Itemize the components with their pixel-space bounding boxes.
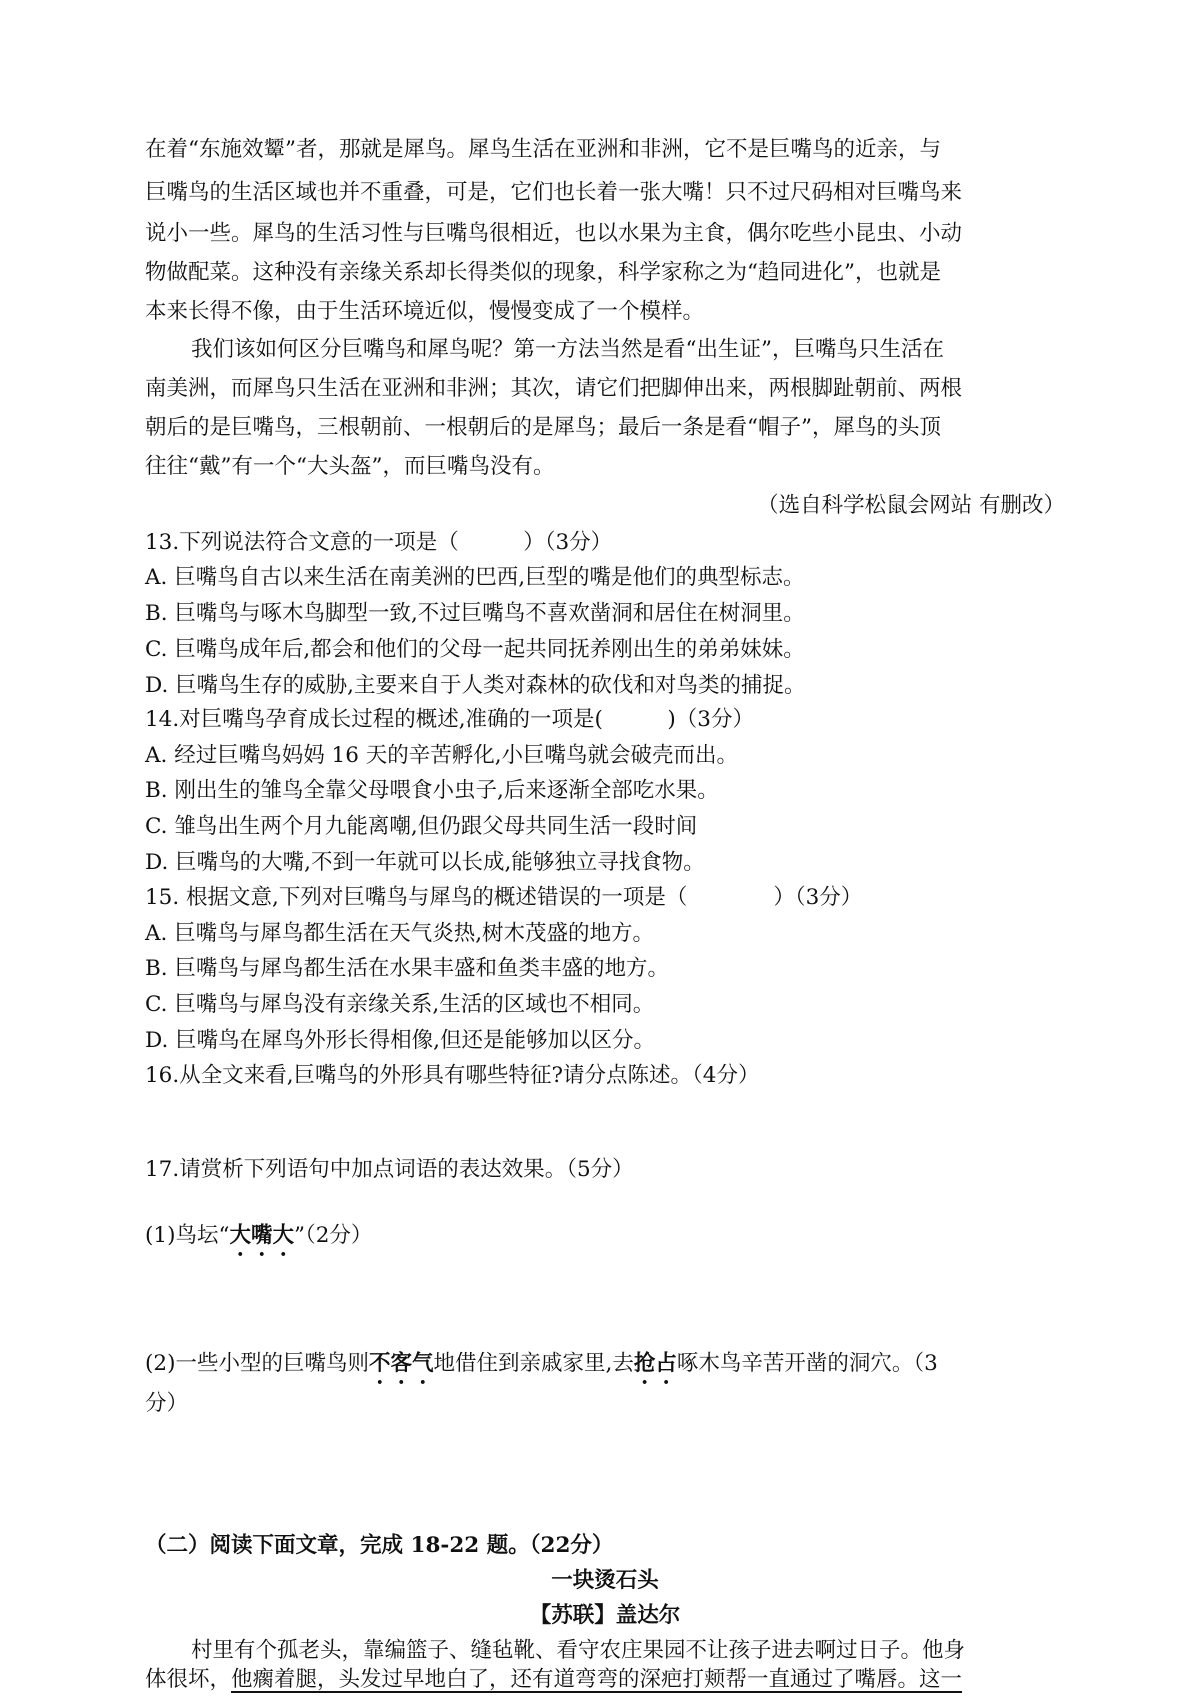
question-14-option-a: A. 经过巨嘴鸟妈妈 16 天的辛苦孵化,小巨嘴鸟就会破壳而出。 xyxy=(145,743,739,768)
sub2-prefix: (2)一些小型的巨嘴鸟则 xyxy=(145,1351,369,1376)
section-heading: （二）阅读下面文章，完成 18-22 题。（22分） xyxy=(145,1533,614,1558)
sub1-prefix: (1)鸟坛“ xyxy=(145,1223,230,1248)
question-17-sub1 xyxy=(145,1220,1065,1261)
article-paragraph-line xyxy=(145,1664,1065,1696)
question-17-sub2 xyxy=(145,1348,1065,1389)
question-13-stem: 13.下列说法符合文意的一项是（ ）（3分） xyxy=(145,530,613,555)
plain-text: 体很坏， xyxy=(145,1667,232,1692)
passage-line: 本来长得不像，由于生活环境近似，慢慢变成了一个模样。 xyxy=(145,299,705,324)
question-14-option-c: C. 雏鸟出生两个月九能离嘲,但仍跟父母共同生活一段时间 xyxy=(145,814,698,839)
question-15-option-b: B. 巨嘴鸟与犀鸟都生活在水果丰盛和鱼类丰盛的地方。 xyxy=(145,956,669,981)
question-14-stem: 14.对巨嘴鸟孕育成长过程的概述,准确的一项是( )（3分） xyxy=(145,707,754,732)
passage-line: 巨嘴鸟的生活区域也并不重叠，可是，它们也长着一张大嘴！只不过尺码相对巨嘴鸟来 xyxy=(145,180,963,205)
question-13-option-c: C. 巨嘴鸟成年后,都会和他们的父母一起共同抚养刚出生的弟弟妹妹。 xyxy=(145,637,805,662)
dotted-phrase: 不客气 xyxy=(368,1351,434,1376)
question-13-option-d: D. 巨嘴鸟生存的威胁,主要来自于人类对森林的砍伐和对鸟类的捕捉。 xyxy=(145,673,806,698)
question-13-option-a: A. 巨嘴鸟自古以来生活在南美洲的巴西,巨型的嘴是他们的典型标志。 xyxy=(145,565,805,590)
passage-line: 我们该如何区分巨嘴鸟和犀鸟呢？第一方法当然是看“出生证”，巨嘴鸟只生活在 xyxy=(191,337,944,362)
sub1-suffix: ”（2分） xyxy=(293,1223,373,1248)
passage-line: 说小一些。犀鸟的生活习性与巨嘴鸟很相近，也以水果为主食，偶尔吃些小昆虫、小动 xyxy=(145,221,963,246)
question-17-sub2-continued: 分） xyxy=(145,1391,189,1416)
passage-source: （选自科学松鼠会网站 有删改） xyxy=(757,493,1065,518)
sub2-suffix: 啄木鸟辛苦开凿的洞穴。（3 xyxy=(676,1351,938,1376)
question-15-option-d: D. 巨嘴鸟在犀鸟外形长得相像,但还是能够加以区分。 xyxy=(145,1028,655,1053)
question-15-option-a: A. 巨嘴鸟与犀鸟都生活在天气炎热,树木茂盛的地方。 xyxy=(145,921,655,946)
question-15-option-c: C. 巨嘴鸟与犀鸟没有亲缘关系,生活的区域也不相同。 xyxy=(145,992,655,1017)
question-15-stem: 15. 根据文意,下列对巨嘴鸟与犀鸟的概述错误的一项是（ ）（3分） xyxy=(145,885,863,910)
question-14-option-d: D. 巨嘴鸟的大嘴,不到一年就可以长成,能够独立寻找食物。 xyxy=(145,850,705,875)
question-17-stem: 17.请赏析下列语句中加点词语的表达效果。（5分） xyxy=(145,1157,634,1182)
dotted-phrase: 抢占 xyxy=(633,1351,677,1376)
article-author: 【苏联】盖达尔 xyxy=(529,1603,681,1628)
passage-line: 朝后的是巨嘴鸟，三根朝前、一根朝后的是犀鸟；最后一条是看“帽子”，犀鸟的头顶 xyxy=(145,415,941,440)
underlined-text: 他瘸着腿，头发过早地白了，还有道弯弯的深疤打颊帮一直通过了嘴唇。这一 xyxy=(231,1667,963,1692)
passage-line: 物做配菜。这种没有亲缘关系却长得类似的现象，科学家称之为“趋同进化”，也就是 xyxy=(145,260,941,285)
question-13-option-b: B. 巨嘴鸟与啄木鸟脚型一致,不过巨嘴鸟不喜欢凿洞和居住在树洞里。 xyxy=(145,601,805,626)
passage-line: 南美洲，而犀鸟只生活在亚洲和非洲；其次，请它们把脚伸出来，两根脚趾朝前、两根 xyxy=(145,376,963,401)
passage-line: 在着“东施效颦”者，那就是犀鸟。犀鸟生活在亚洲和非洲，它不是巨嘴鸟的近亲，与 xyxy=(145,137,941,162)
sub2-middle: 地借住到亲戚家里,去 xyxy=(433,1351,634,1376)
passage-line: 往往“戴”有一个“大头盔”，而巨嘴鸟没有。 xyxy=(145,454,555,479)
article-paragraph-line: 村里有个孤老头，靠编篮子、缝毡靴、看守农庄果园不让孩子进去啊过日子。他身 xyxy=(191,1638,966,1663)
dotted-phrase: 大嘴大 xyxy=(229,1223,294,1248)
question-16-stem: 16.从全文来看,巨嘴鸟的外形具有哪些特征?请分点陈述。（4分） xyxy=(145,1063,760,1088)
question-14-option-b: B. 刚出生的雏鸟全靠父母喂食小虫子,后来逐渐全部吃水果。 xyxy=(145,778,719,803)
article-title: 一块烫石头 xyxy=(551,1568,659,1593)
